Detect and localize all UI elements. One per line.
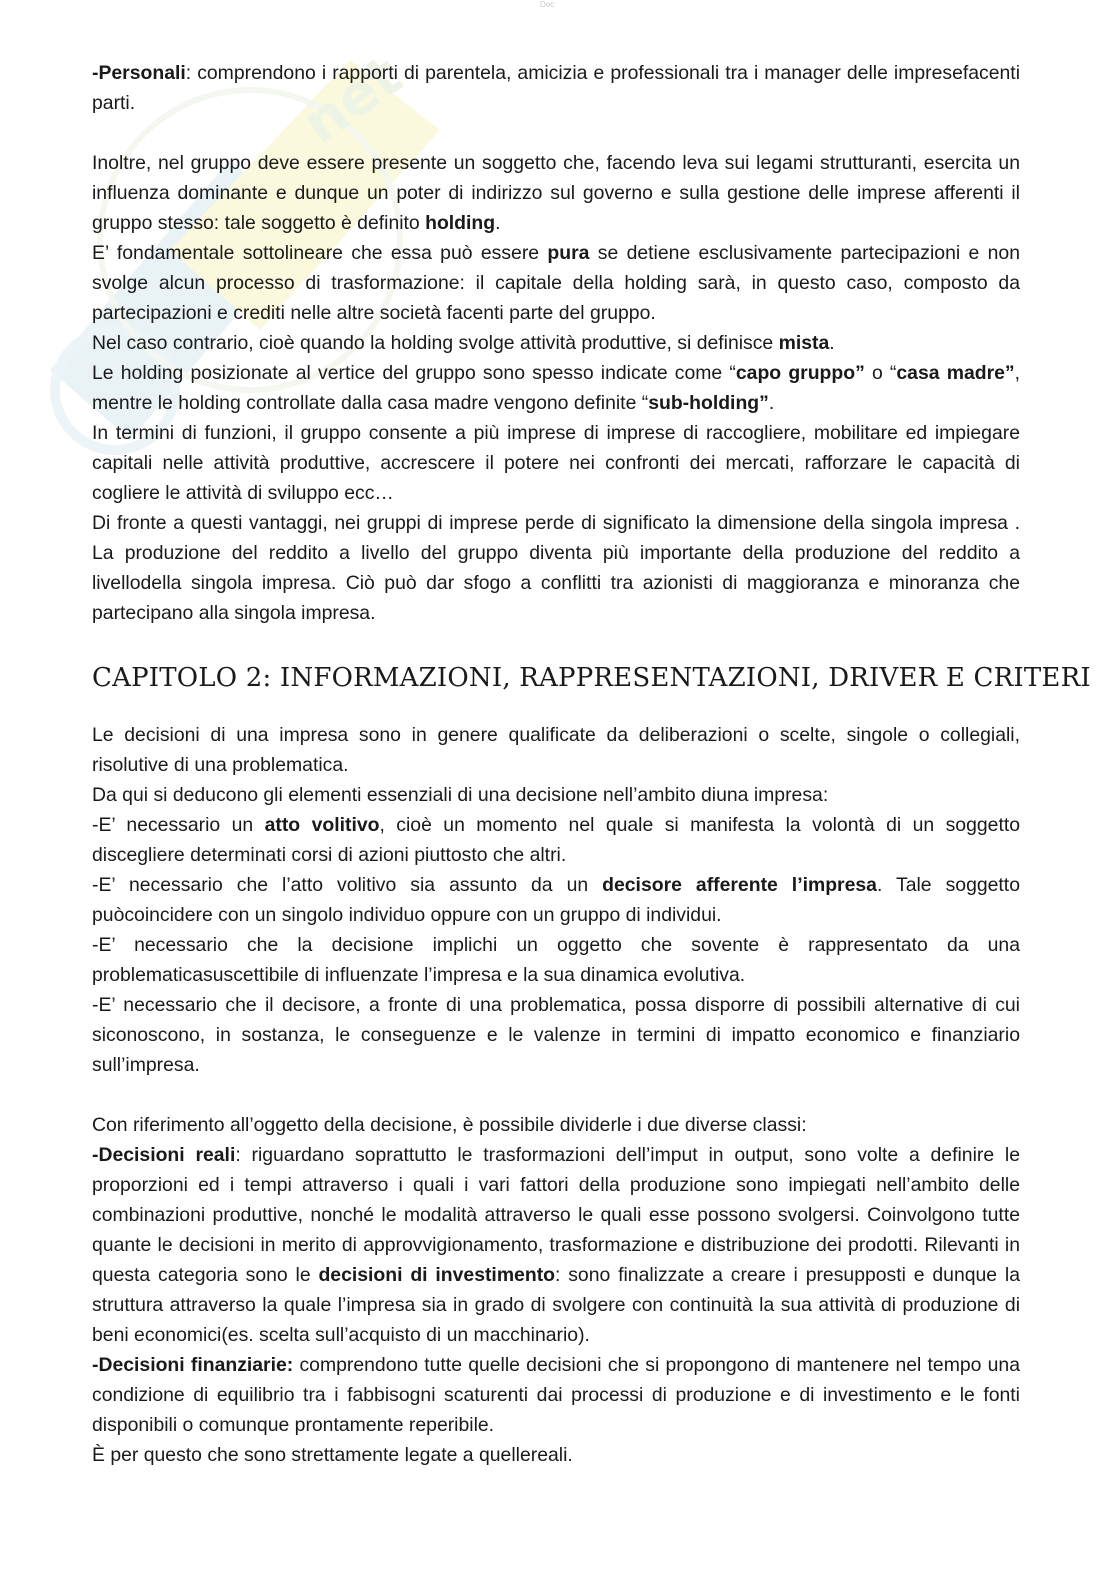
paragraph-vantaggi: Di fronte a questi vantaggi, nei gruppi di imprese perde di significato la dimensione della singola impresa . La produzione del reddito a livello del gruppo diventa più importante della produzione del reddito a livellodella singola impresa. Ciò può dar sfogo a conflitti tra azionisti di maggioranza e minoranza che partecipano alla singola impresa. — [92, 512, 1020, 624]
paragraph-mista: Nel caso contrario, cioè quando la holding svolge attività produttive, si definisce mista. — [92, 332, 835, 354]
list-item-decisore: -E’ necessario che l’atto volitivo sia assunto da un decisore afferente l’impresa. Tale soggetto puòcoincidere con un singolo individuo oppure con un gruppo di individui. — [92, 874, 1020, 926]
header-mark: Doc — [540, 0, 555, 9]
document-page — [92, 58, 1091, 1470]
paragraph-funzioni: In termini di funzioni, il gruppo consente a più imprese di imprese di raccogliere, mobilitare ed impiegare capitali nelle attività produttive, accrescere il potere nei confronti dei mercati, rafforzare le capacità di cogliere le attività di sviluppo ecc… — [92, 422, 1020, 504]
list-item-atto-volitivo: -E’ necessario un atto volitivo, cioè un momento nel quale si manifesta la volontà di un soggetto discegliere determinati corsi di azioni piuttosto che altri. — [92, 814, 1021, 866]
paragraph-holding: Inoltre, nel gruppo deve essere presente un soggetto che, facendo leva sui legami strutturanti, esercita un influenza dominante e dunque un poter di indirizzo sul governo e sulla gestione delle imprese afferenti il gruppo stesso: tale soggetto è definito holding. — [92, 152, 1020, 234]
paragraph-legate: È per questo che sono strettamente legate a quellereali. — [92, 1444, 573, 1466]
paragraph-personali: -Personali: comprendono i rapporti di parentela, amicizia e professionali tra i manager delle impresefacenti parti. — [92, 62, 1020, 114]
paragraph-capo-gruppo: Le holding posizionate al vertice del gruppo sono spesso indicate come “capo gruppo” o “casa madre”, mentre le holding controllate dalla casa madre vengono definite “sub-holding”. — [92, 362, 1020, 414]
paragraph-pura: E’ fondamentale sottolineare che essa può essere pura se detiene esclusivamente partecipazioni e non svolge alcun processo di trasformazione: il capitale della holding sarà, in questo caso, composto da partecipazioni e crediti nelle altre società facenti parte del gruppo. — [92, 242, 1020, 324]
list-item-decisioni-finanziarie: -Decisioni finanziarie: comprendono tutte quelle decisioni che si propongono di mantenere nel tempo una condizione di equilibrio tra i fabbisogni scaturenti dai processi di produzione e di investimento e le fonti disponibili o comunque prontamente reperibile. — [92, 1354, 1021, 1436]
list-item-decisioni-reali: -Decisioni reali: riguardano soprattutto le trasformazioni dell’imput in output, sono volte a definire le proporzioni ed i tempi attraverso i quali i vari fattori della produzione sono impiegati nell’ambito delle combinazioni produttive, nonché le modalità attraverso le quali esse possono svolgersi. Coinvolgono tutte quante le decisioni in merito di approvvigionamento, trasformazione e distribuzione dei prodotti. Rilevanti in questa categoria sono le decisioni di investimento: sono finalizzate a creare i presupposti e dunque la struttura attraverso la quale l’impresa sia in grado di svolgere con continuità la sua attività di produzione di beni economici(es. scelta sull’acquisto di un macchinario). — [92, 1144, 1021, 1346]
list-item-oggetto: -E’ necessario che la decisione implichi un oggetto che sovente è rappresentato da una problematicasuscettibile di influenzate l’impresa e la sua dinamica evolutiva. — [92, 934, 1020, 986]
list-item-alternative: -E’ necessario che il decisore, a fronte di una problematica, possa disporre di possibili alternative di cui siconoscono, in sostanza, le conseguenze e le valenze in termini di impatto economico e finanziario sull’impresa. — [92, 994, 1020, 1076]
paragraph-classi: Con riferimento all’oggetto della decisione, è possibile dividerle i due diverse classi: — [92, 1114, 807, 1136]
paragraph-decisioni: Le decisioni di una impresa sono in genere qualificate da deliberazioni o scelte, singole o collegiali, risolutive di una problematica. — [92, 724, 1020, 776]
watermark-text: net — [290, 43, 414, 157]
chapter-title: CAPITOLO 2: INFORMAZIONI, RAPPRESENTAZIONI, DRIVER E CRITERI — [92, 663, 1091, 693]
paragraph-elementi: Da qui si deducono gli elementi essenziali di una decisione nell’ambito diuna impresa: — [92, 784, 829, 806]
